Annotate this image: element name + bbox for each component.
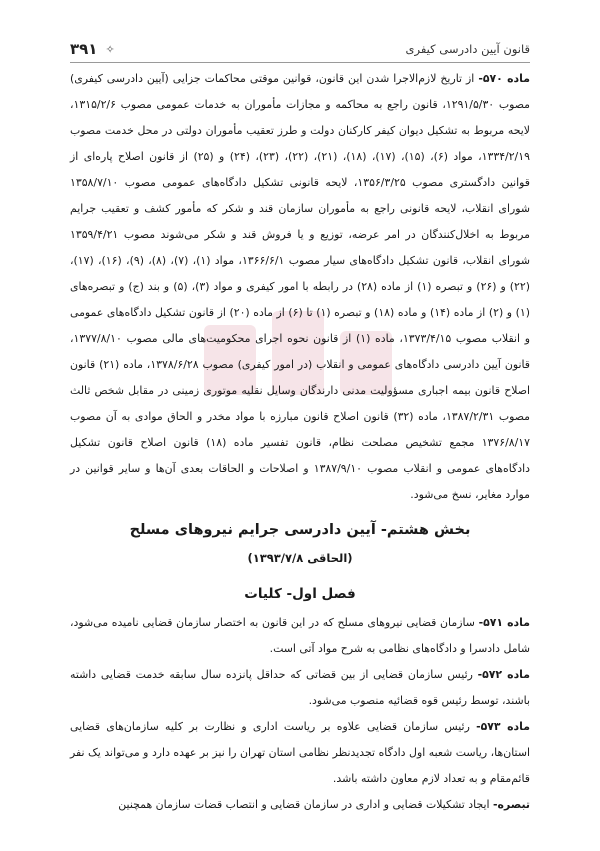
page-number: ۳۹۱ bbox=[70, 40, 98, 58]
note-label: تبصره- bbox=[493, 798, 530, 811]
header-left-group bbox=[70, 40, 123, 58]
ornament-icon: ✧ bbox=[105, 42, 115, 56]
part-heading: بخش هشتم- آیین دادرسی جرایم نیروهای مسلح bbox=[129, 522, 471, 538]
running-header bbox=[70, 36, 530, 63]
article-571-text: سازمان قضایی نیروهای مسلح که در این قانون به اختصار سازمان قضایی نامیده می‌شود، شامل دادسرا و دادگاه‌های نظامی به شرح مواد آتی است. bbox=[70, 616, 530, 655]
article-573-label: ماده ۵۷۳- bbox=[476, 720, 530, 733]
article-570-label: ماده ۵۷۰- bbox=[478, 72, 530, 85]
chapter-heading: فصل اول- کلیات bbox=[244, 586, 356, 602]
page-body bbox=[70, 66, 530, 818]
article-573-text: رئیس سازمان قضایی علاوه بر ریاست اداری و نظارت بر کلیه سازمان‌های قضایی استان‌ها، ریاست شعبه اول دادگاه تجدیدنظر نظامی استان تهران را نیز بر عهده دارد و می‌تواند یک نفر قائم‌مقام و به تعداد لازم معاون داشته باشد. bbox=[70, 720, 530, 785]
article-572-label: ماده ۵۷۲- bbox=[477, 668, 530, 681]
article-571-label: ماده ۵۷۱- bbox=[478, 616, 530, 629]
article-572 bbox=[70, 662, 530, 714]
part-date: (الحاقی ۱۳۹۳/۷/۸) bbox=[247, 551, 353, 565]
article-570-text: از تاریخ لازم‌الاجرا شدن این قانون، قوانین موقتی محاکمات جزایی (آیین دادرسی کیفری) مصوب ۱۲۹۱/۵/۳۰، قانون راجع به محاکمه و مجازات مأموران به خدمات عمومی مصوب ۱۳۱۵/۲/۶، لایحه مربوط به تشکیل دیوان کیفر کارکنان دولت و طرز تعقیب مأموران دولتی در محل خدمت مصوب ۱۳۳۴/۲/۱۹، مواد (۶)، (۱۵)، (۱۷)، (۱۸)، (۲۱)، (۲۲)، (۲۳)، (۲۴) و (۲۵) از قانون اصلاح پاره‌ای از قوانین دادگستری مصوب ۱۳۵۶/۳/۲۵، لایحه قانونی تشکیل دادگاه‌های عمومی مصوب ۱۳۵۸/۷/۱۰ شورای انقلاب، لایحه قانونی راجع به مأموران سازمان قند و شکر که مأمور کشف و تعقیب جرایم مربوط به اخلال‌کنندگان در امر عرضه، توزیع و یا فروش قند و شکر می‌شوند مصوب ۱۳۵۹/۴/۲۱ شورای انقلاب، قانون تشکیل دادگاه‌های سیار مصوب ۱۳۶۶/۶/۱، مواد (۱)، (۷)، (۸)، (۹)، (۱۶)، (۱۷)، (۲۲) و (۲۶) و تبصره (۱) از ماده (۲۸) در رابطه با امور کیفری و مواد (۳)، (۵) و بند (ج) و تبصره‌های (۱) و (۲) از ماده (۱۴) و ماده (۱۸) و تبصره (۱) تا (۶) از ماده (۲۰) از قانون تشکیل دادگاه‌های عمومی و انقلاب مصوب ۱۳۷۳/۴/۱۵، ماده (۱) از قانون نحوه اجرای محکومیت‌های مالی مصوب ۱۳۷۷/۸/۱۰، قانون آیین دادرسی دادگاه‌های عمومی و انقلاب (در امور کیفری) مصوب ۱۳۷۸/۶/۲۸، ماده (۲۱) قانون اصلاح قانون بیمه اجباری مسؤولیت مدنی دارندگان وسایل نقلیه موتوری زمینی در مقابل شخص ثالث مصوب ۱۳۸۷/۲/۳۱، ماده (۳۲) قانون اصلاح قانون مبارزه با مواد مخدر و الحاق موادی به آن مصوب ۱۳۷۶/۸/۱۷ مجمع تشخیص مصلحت نظام، قانون تفسیر ماده (۱۸) قانون اصلاح قانون تشکیل دادگاه‌های عمومی و انقلاب مصوب ۱۳۸۷/۹/۱۰ و اصلاحات و الحاقات بعدی آن‌ها و سایر قوانین در موارد مغایر، نسخ می‌شود. bbox=[70, 72, 531, 501]
note-paragraph bbox=[70, 792, 530, 818]
header-book-title: قانون آیین دادرسی کیفری bbox=[405, 42, 530, 56]
article-573 bbox=[70, 714, 530, 792]
article-572-text: رئیس سازمان قضایی از بین قضاتی که حداقل پانزده سال سابقه خدمت قضایی داشته باشند، توسط رئیس قوه قضائیه منصوب می‌شود. bbox=[70, 668, 530, 707]
article-570 bbox=[70, 66, 530, 508]
note-text: ایجاد تشکیلات قضایی و اداری در سازمان قضایی و انتصاب قضات سازمان همچنین bbox=[118, 798, 493, 811]
article-571 bbox=[70, 610, 530, 662]
